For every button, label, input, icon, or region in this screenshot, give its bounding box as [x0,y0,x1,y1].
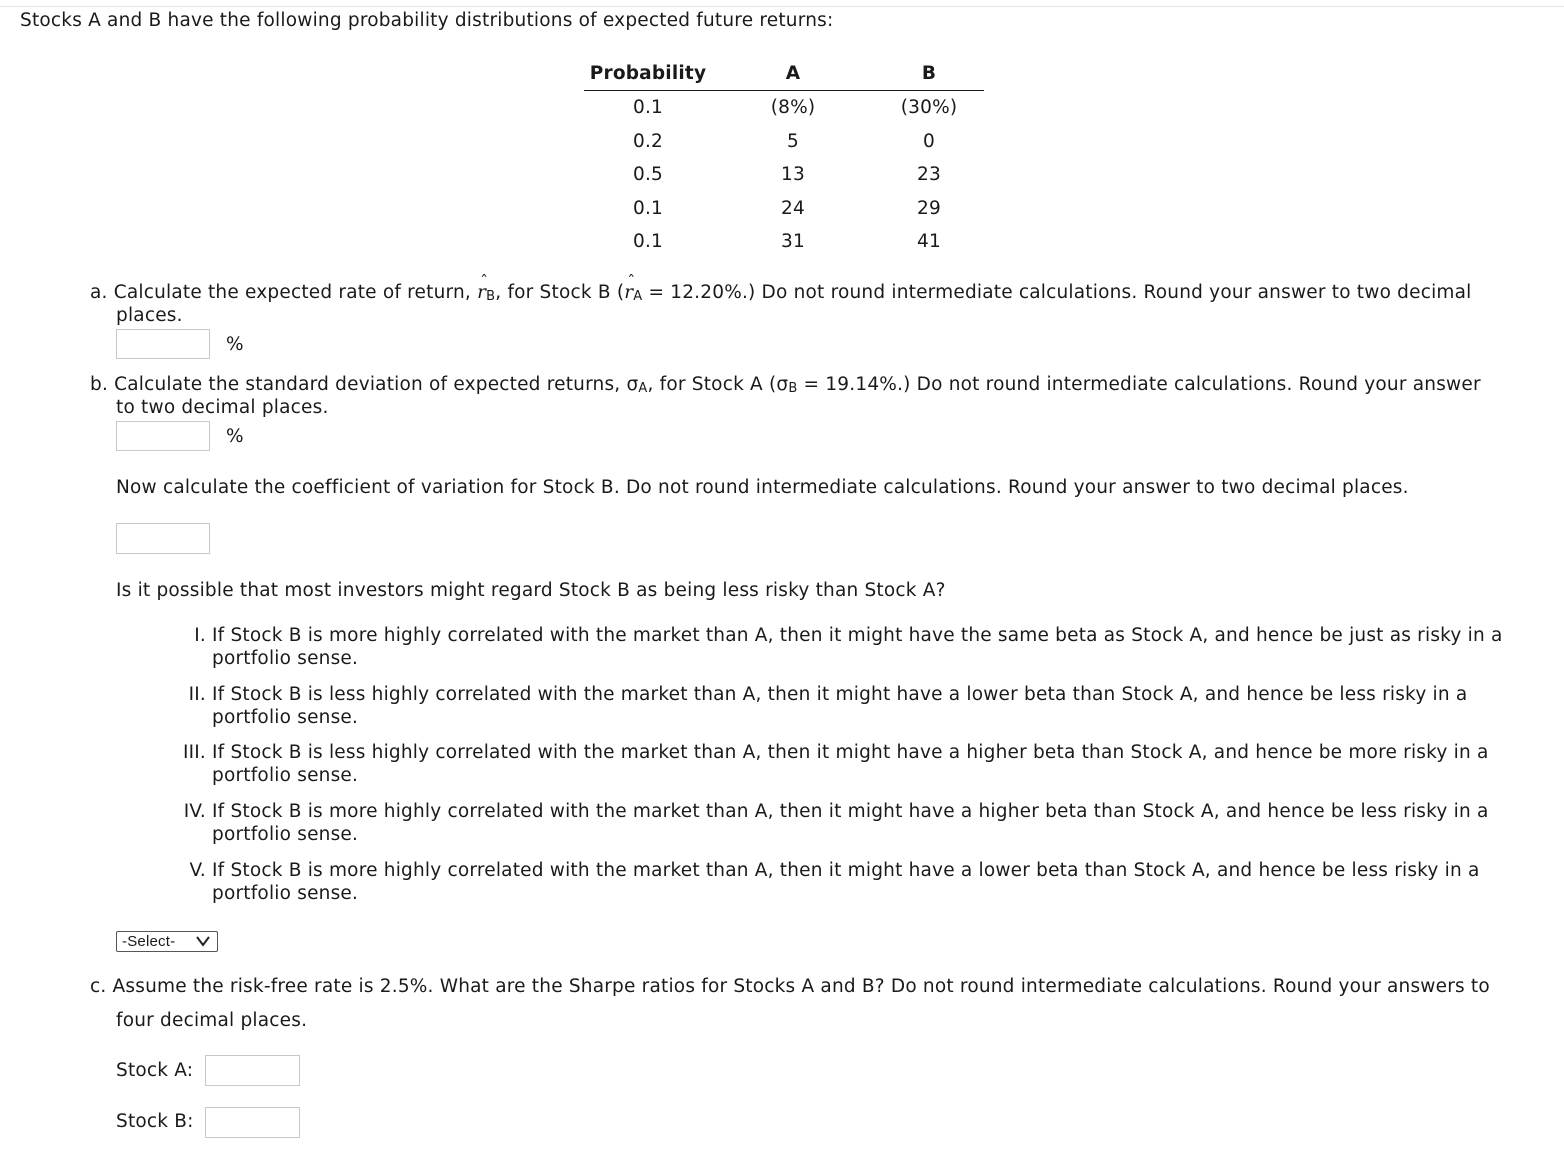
option-text: If Stock B is more highly correlated with the market than A, then it might have a higher beta than Stock A, and hence be less risky in a [212,801,1489,822]
header-b: B [921,63,937,84]
percent-unit: % [226,334,244,355]
chevron-down-icon [195,934,211,948]
intro-text: Stocks A and B have the following probability distributions of expected future returns: [20,10,834,31]
option-text: portfolio sense. [212,707,359,728]
table-cell: 31 [781,231,805,252]
part-a-question: a. Calculate the expected rate of return, ˆ rB, for Stock B (ˆ rA = 12.20%.) Do not round intermediate calculations. Round your answer to two decimal [90,282,1472,304]
table-cell: 0.1 [632,198,664,219]
table-cell: 0 [923,131,935,152]
table-cell: 13 [781,164,805,185]
table-cell: (8%) [770,97,816,118]
table-cell: 0.2 [632,131,664,152]
cv-b-input[interactable] [116,523,210,554]
option-number: I. [194,625,206,646]
option-number: III. [182,742,206,763]
table-cell: 24 [781,198,805,219]
part-a-line2: places. [116,305,183,326]
option-text: If Stock B is less highly correlated with the market than A, then it might have a lower beta than Stock A, and hence be less risky in a [212,684,1468,705]
sharpe-b-input[interactable] [205,1107,300,1138]
table-cell: (30%) [900,97,958,118]
header-probability: Probability [589,63,707,84]
risk-question: Is it possible that most investors might regard Stock B as being less risky than Stock A? [116,580,946,601]
table-cell: 41 [917,231,941,252]
r-hat-symbol: ˆ r [624,282,633,303]
table-cell: 5 [787,131,799,152]
expected-return-b-input[interactable] [116,329,210,359]
option-text: portfolio sense. [212,765,359,786]
cv-prompt: Now calculate the coefficient of variation for Stock B. Do not round intermediate calculations. Round your answer to two decimal places. [116,477,1409,498]
table-cell: 0.1 [632,97,664,118]
percent-unit: % [226,426,244,447]
option-text: portfolio sense. [212,648,359,669]
table-cell: 0.5 [632,164,664,185]
option-text: If Stock B is more highly correlated with the market than A, then it might have a lower beta than Stock A, and hence be less risky in a [212,860,1480,881]
option-text: portfolio sense. [212,883,359,904]
std-dev-a-input[interactable] [116,421,210,451]
part-b-question: b. Calculate the standard deviation of expected returns, σA, for Stock A (σB = 19.14%.) Do not round intermediate calculations. Round your answer [90,374,1481,396]
r-hat-symbol: ˆ r [477,282,486,303]
stock-b-label: Stock B: [116,1111,194,1132]
header-a: A [785,63,801,84]
table-cell: 23 [917,164,941,185]
stock-a-label: Stock A: [116,1060,194,1081]
option-text: portfolio sense. [212,824,359,845]
table-cell: 0.1 [632,231,664,252]
table-cell: 29 [917,198,941,219]
part-b-line2: to two decimal places. [116,397,329,418]
option-number: V. [189,860,206,881]
header-rule [584,90,984,91]
option-text: If Stock B is more highly correlated with the market than A, then it might have the same beta as Stock A, and hence be just as risky in a [212,625,1503,646]
sharpe-a-input[interactable] [205,1055,300,1086]
option-text: If Stock B is less highly correlated with the market than A, then it might have a higher beta than Stock A, and hence be more risky in a [212,742,1489,763]
select-label: -Select- [122,933,176,950]
part-c-question: c. Assume the risk-free rate is 2.5%. What are the Sharpe ratios for Stocks A and B? Do not round intermediate calculations. Round your answers to [90,976,1490,997]
top-divider [0,6,1564,7]
answer-select[interactable] [116,931,218,952]
part-c-line2: four decimal places. [116,1010,308,1031]
option-number: IV. [183,801,206,822]
option-number: II. [188,684,206,705]
